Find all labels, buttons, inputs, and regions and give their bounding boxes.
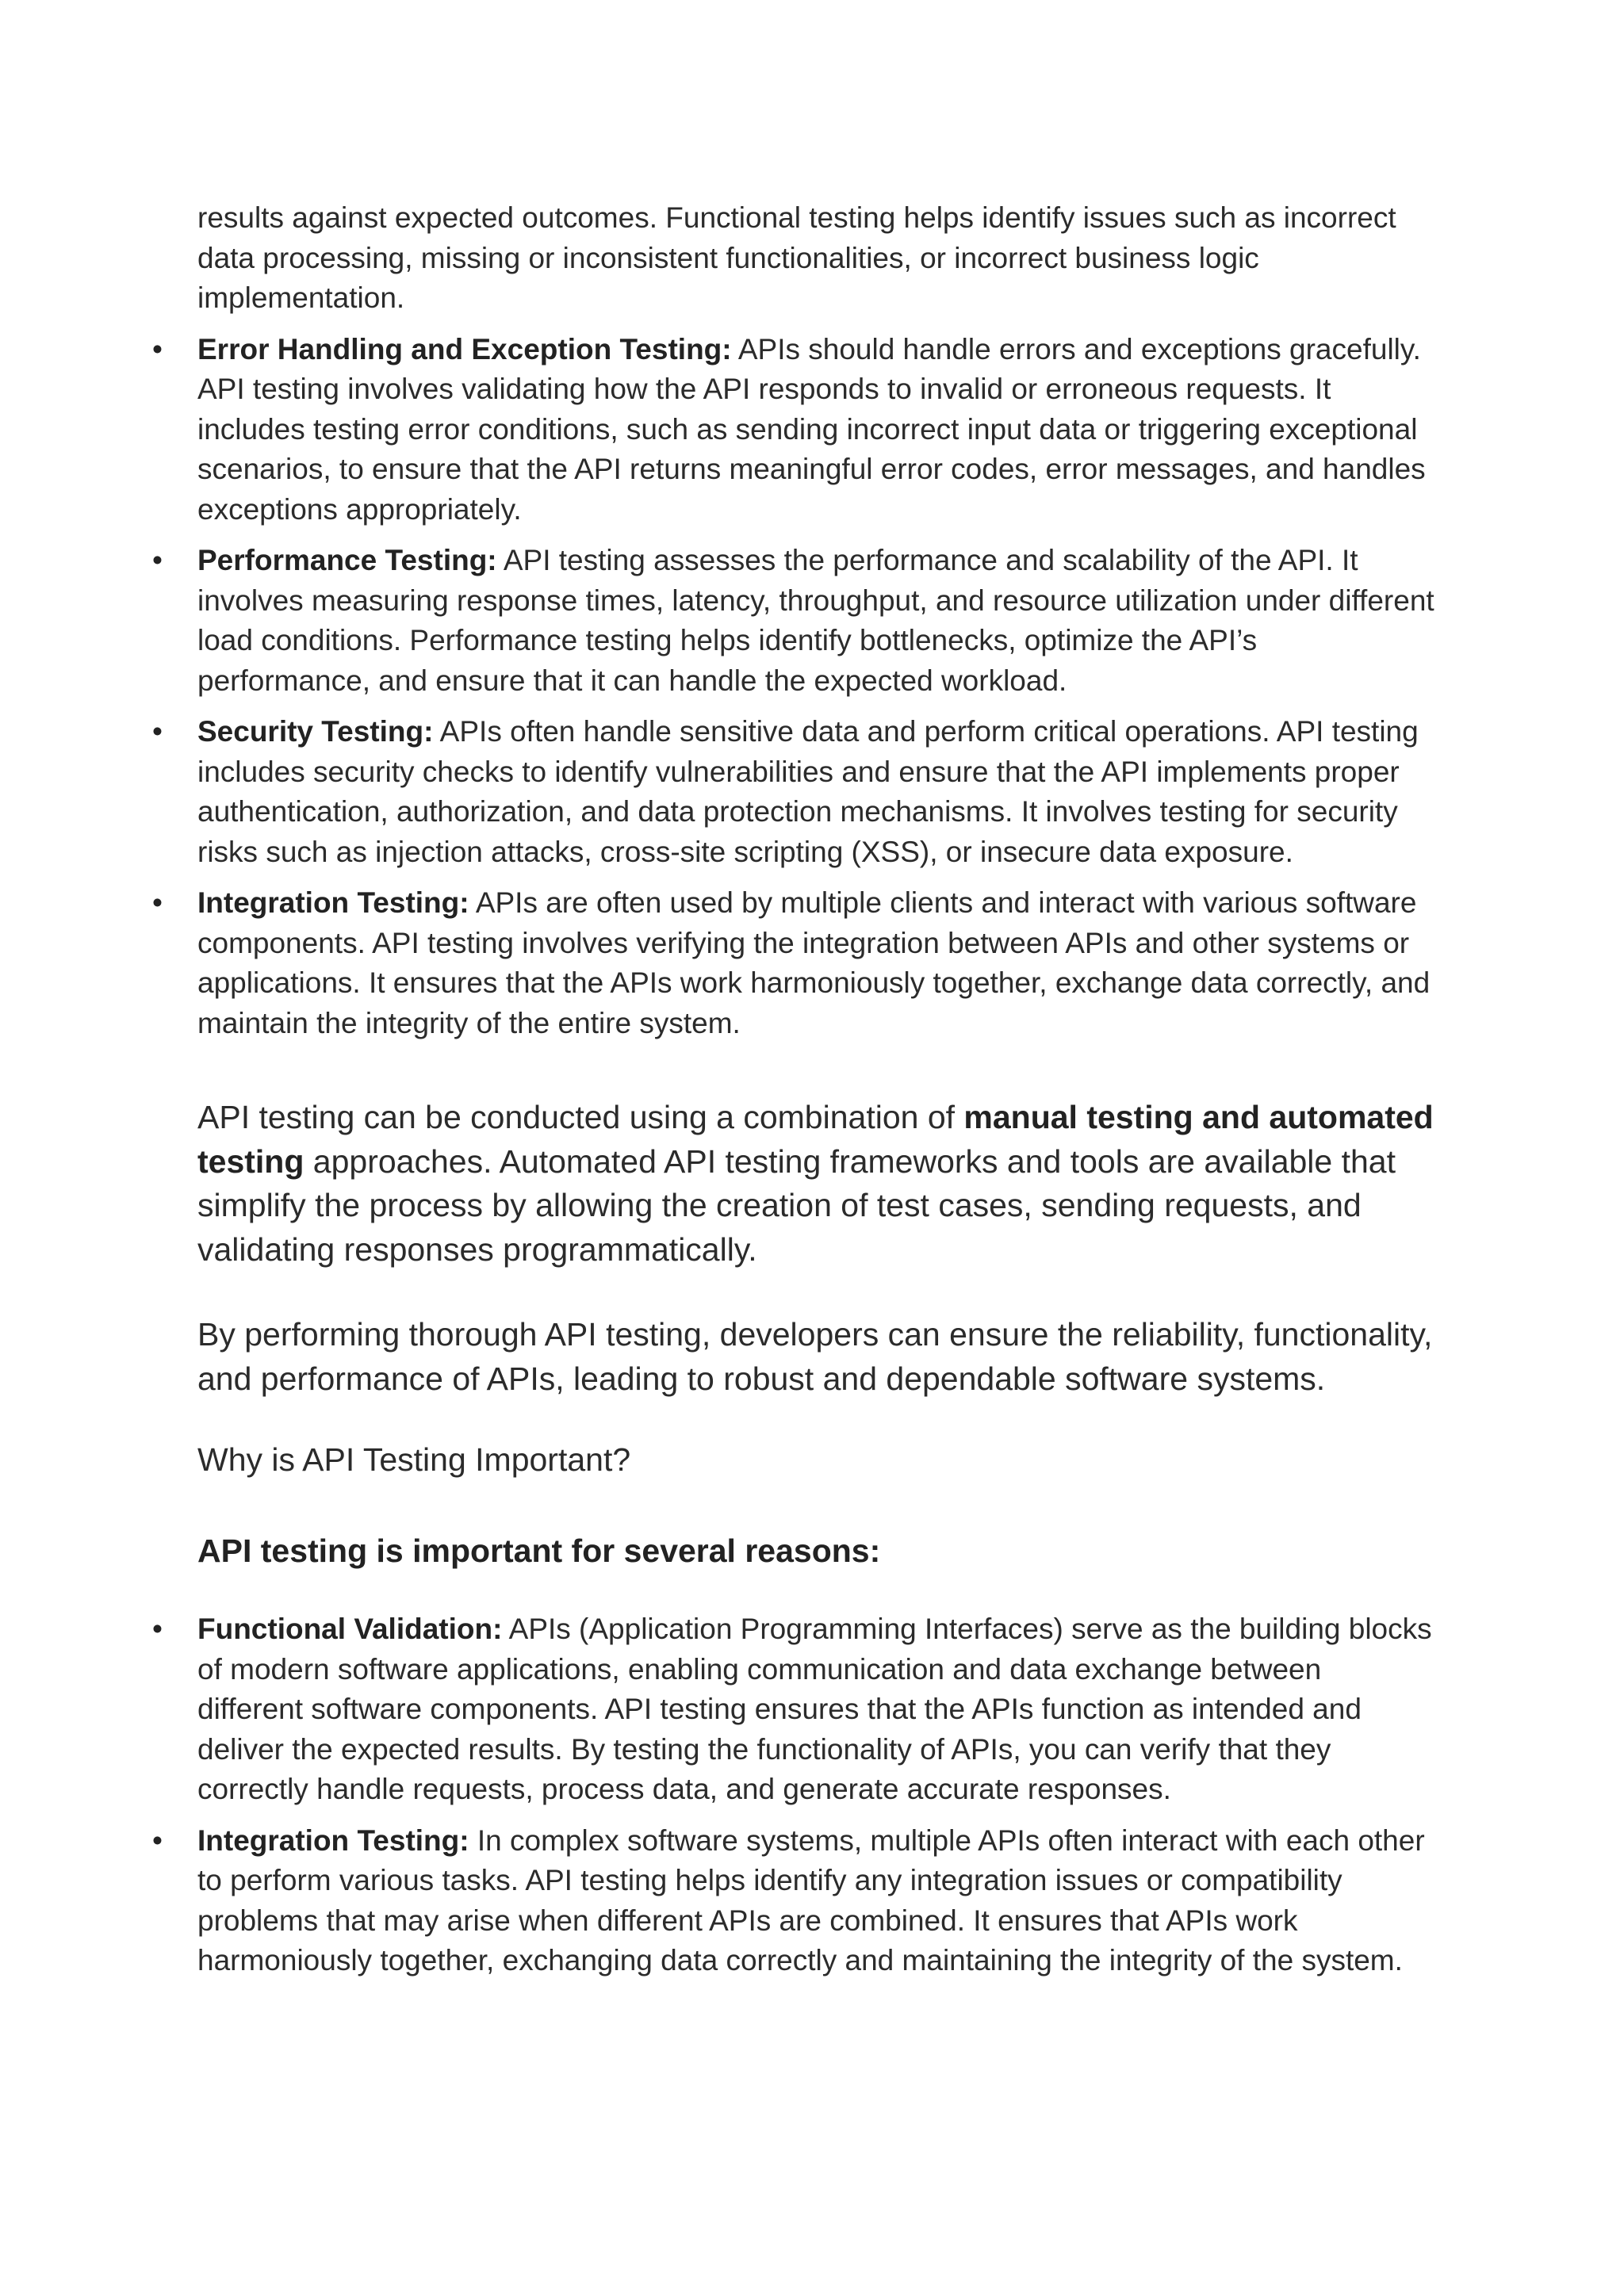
list-item bbox=[152, 712, 1434, 872]
bullet-icon: • bbox=[152, 1613, 163, 1645]
bullet-icon: • bbox=[152, 886, 163, 919]
list-item-text: APIs are often used by multiple clients and interact with various software components. API testing involves verifying the integration between APIs and other systems or applications. It ensures that the APIs work harmoniously together, exchange data correctly, and maintain the integrity of the entire system. bbox=[197, 886, 1431, 1039]
bullet-icon: • bbox=[152, 544, 163, 576]
reasons-list bbox=[152, 1609, 1434, 1981]
list-item-text: APIs should handle errors and exceptions gracefully. API testing involves validating how the API responds to invalid or erroneous requests. It includes testing error conditions, such as sending incorrect input data or triggering exceptional scenarios, to ensure that the API returns meaningful error codes, error messages, and handles exceptions appropriately. bbox=[197, 332, 1426, 526]
bullet-icon: • bbox=[152, 332, 163, 365]
testing-types-list bbox=[152, 330, 1434, 1044]
list-item-text: In complex software systems, multiple APIs often interact with each other to perform various tasks. API testing helps identify any integration issues or compatibility problems that may arise when different APIs are combined. It ensures that APIs work harmoniously together, exchanging data correctly and maintaining the integrity of the system. bbox=[197, 1823, 1425, 1976]
list-item-text: API testing assesses the performance and scalability of the API. It involves measuring response times, latency, throughput, and resource utilization under different load conditions. Performance testing helps identify bottlenecks, optimize the API’s performance, and ensure that it can handle the expected workload. bbox=[197, 544, 1434, 697]
list-item-title: Functional Validation: bbox=[197, 1613, 503, 1645]
list-item bbox=[152, 1821, 1434, 1981]
intro-continuation: results against expected outcomes. Functional testing helps identify issues such as incorrect data processing, missing or inconsistent functionalities, or incorrect business logic implementation. bbox=[197, 201, 1396, 314]
combination-paragraph: API testing can be conducted using a combination of manual testing and automated testing approaches. Automated API testing frameworks and tools are available that simplify the process by allowing the creation of test cases, sending requests, and validating responses programmatically. bbox=[197, 1099, 1434, 1268]
list-item bbox=[152, 541, 1434, 701]
emphasis-text: manual testing and automated testing bbox=[197, 1099, 1434, 1180]
list-item-title: Performance Testing: bbox=[197, 544, 497, 576]
list-item bbox=[152, 883, 1434, 1043]
list-item-title: Error Handling and Exception Testing: bbox=[197, 332, 732, 365]
list-item-text: APIs (Application Programming Interfaces) serve as the building blocks of modern software applications, enabling communication and data exchange between different software components. API testing ensures that the APIs function as intended and deliver the expected results. By testing the functionality of APIs, you can verify that they correctly handle requests, process data, and generate accurate responses. bbox=[197, 1613, 1432, 1805]
bullet-icon: • bbox=[152, 1823, 163, 1857]
bullet-icon: • bbox=[152, 715, 163, 748]
thorough-testing-paragraph: By performing thorough API testing, developers can ensure the reliability, functionality, and performance of APIs, leading to robust and dependable software systems. bbox=[197, 1316, 1433, 1397]
document-content bbox=[152, 198, 1434, 1992]
section-heading: Why is API Testing Important? bbox=[197, 1441, 631, 1478]
list-item-title: Integration Testing: bbox=[197, 886, 469, 919]
list-item bbox=[152, 1609, 1434, 1810]
list-item-text: APIs often handle sensitive data and perform critical operations. API testing includes security checks to identify vulnerabilities and ensure that the API implements proper authentication, authorization, and data protection mechanisms. It involves testing for security risks such as injection attacks, cross-site scripting (XSS), or insecure data exposure. bbox=[197, 715, 1419, 868]
list-item bbox=[152, 330, 1434, 530]
section-subheading: API testing is important for several reasons: bbox=[197, 1533, 881, 1569]
list-item-title: Integration Testing: bbox=[197, 1823, 469, 1857]
list-item-title: Security Testing: bbox=[197, 715, 434, 748]
